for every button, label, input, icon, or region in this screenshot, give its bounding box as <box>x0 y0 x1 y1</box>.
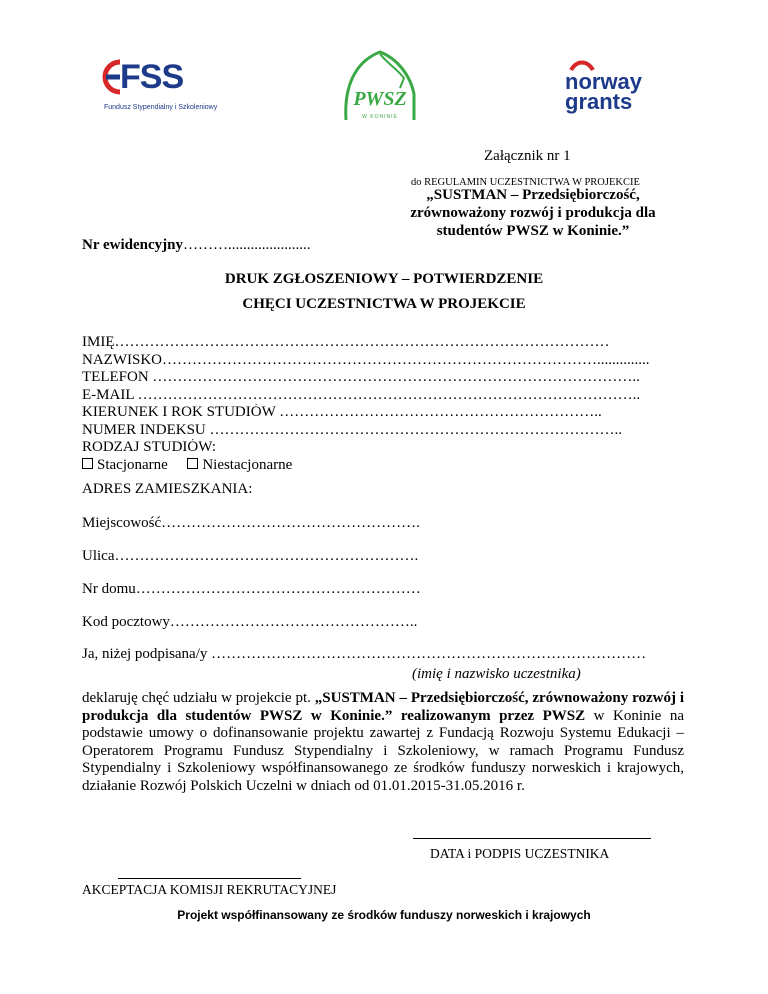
regulation-prefix: do REGULAMIN UCZESTNICTWA W PROJEKCIE <box>411 177 640 188</box>
norway-logo-text <box>565 69 643 114</box>
registration-number <box>82 237 310 254</box>
field-postal-code[interactable]: Kod pocztowy………………………………………….. <box>82 614 418 630</box>
norway-line2: grants <box>565 89 633 114</box>
checkbox-part-time[interactable] <box>187 458 198 469</box>
address-heading: ADRES ZAMIESZKANIA: <box>82 481 253 497</box>
logo-bar <box>0 36 768 136</box>
study-type-options <box>82 457 682 475</box>
study-type-label: RODZAJ STUDIÓW: <box>82 439 217 455</box>
signatory-caption: (imię i nazwisko uczestnika) <box>412 666 581 682</box>
participant-signature-label: DATA i PODPIS UCZESTNIKA <box>430 846 610 861</box>
committee-acceptance-label: AKCEPTACJA KOMISJI REKRUTACYJNEJ <box>82 882 337 897</box>
personal-fields <box>82 334 682 474</box>
efss-logo-text: FSS <box>120 58 184 96</box>
declaration-end: w Koninie na podstawie umowy o dofinansowanie projektu zawartej z Fundacją Rozwoju Systemu Edukacji – Operatorem Programu Fundusz Stypendialny i Szkoleniowy, w ramach Programu Fundusz Stypendialny i Szkoleniowy współfinansowanego ze środków funduszy norweskich i krajowych, działanie Rozwój Polskich Uczelni w dniach od 01.01.2015-31.05.2016 r. <box>82 707 685 794</box>
option-full-time-label: Stacjonarne <box>97 456 168 473</box>
project-title: „SUSTMAN – Przedsiębiorczość, zrównoważony rozwój i produkcja dla studentów PWSZ w Koninie.” <box>410 187 656 239</box>
field-first-name[interactable]: IMIĘ……………………………………………………………………………………… <box>82 334 610 350</box>
registration-number-field[interactable]: ………...................... <box>182 237 311 253</box>
participant-signature-line[interactable] <box>413 838 651 839</box>
field-email[interactable]: E-MAIL ……………………………………………………………………………………….. <box>82 386 641 403</box>
declaration-start: deklaruję chęć udziału w projekcie pt. <box>82 690 315 706</box>
committee-signature-line[interactable] <box>118 878 301 879</box>
footer-text: Projekt współfinansowany ze środków funduszy norweskich i krajowych <box>177 908 591 922</box>
checkbox-full-time[interactable] <box>82 458 93 469</box>
declaration-text <box>82 690 684 795</box>
pwsz-logo <box>340 48 420 128</box>
field-last-name[interactable]: NAZWISKO…………………………………………………………………………….............. <box>82 351 650 368</box>
efss-logo <box>100 46 218 116</box>
form-title-line1: DRUK ZGŁOSZENIOWY – POTWIERDZENIE <box>224 271 544 287</box>
attachment-label: Załącznik nr 1 <box>484 148 571 164</box>
pwsz-logo-subtitle: W KONINIE <box>362 114 398 120</box>
norway-grants-logo <box>555 58 665 118</box>
field-house-number[interactable]: Nr domu………………………………………………… <box>82 581 421 597</box>
pwsz-logo-text: PWSZ <box>353 88 407 110</box>
registration-number-label: Nr ewidencyjny <box>82 237 183 253</box>
field-phone[interactable]: TELEFON …………………………………………………………………………………….. <box>82 369 640 385</box>
declaration-bold: „SUSTMAN – Przedsiębiorczość, zrównoważony rozwój i produkcja dla studentów PWSZ w Koninie.” realizowanym przez PWSZ <box>82 690 684 724</box>
norway-line1: norway <box>565 69 643 94</box>
field-signatory[interactable]: Ja, niżej podpisana/y …………………………………………………………………………… <box>82 646 647 662</box>
form-title-line2: CHĘCI UCZESTNICTWA W PROJEKCIE <box>242 296 526 312</box>
field-course-year[interactable]: KIERUNEK I ROK STUDIÓW ……………………………………………………….. <box>82 404 602 420</box>
field-index-number[interactable]: NUMER INDEKSU ……………………………………………………………………….. <box>82 421 622 438</box>
efss-logo-subtitle: Fundusz Stypendialny i Szkoleniowy <box>104 104 218 111</box>
field-street[interactable]: Ulica……………………………………………………. <box>82 548 419 564</box>
field-city[interactable]: Miejscowość……………………………………………. <box>82 515 420 531</box>
option-part-time-label: Niestacjonarne <box>202 456 293 473</box>
